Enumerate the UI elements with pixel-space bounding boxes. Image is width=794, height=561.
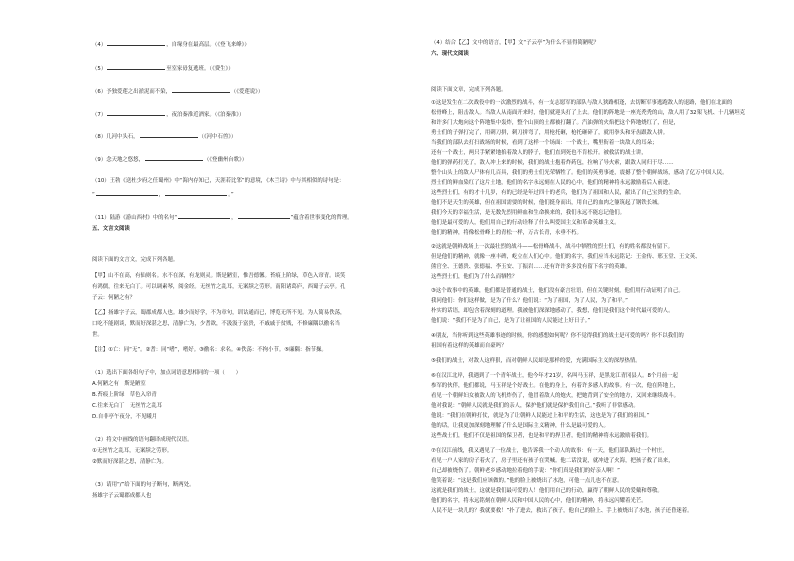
answer-blank[interactable] bbox=[172, 87, 230, 93]
q1-stem: （1）选出下面各组句子中，加点词语意思相同的一项（ ） bbox=[92, 370, 241, 376]
q9-pre: 念天地之悠悠， bbox=[106, 157, 144, 163]
para-1-line: ①这是发生在二次战役中的一次激烈的战斗，有一支志愿军的部队与敌人狭路相逢，去切断军事逃跑敌人的退路，他们在北面的 bbox=[431, 100, 733, 106]
para-1-line: 烈士们的鲜血染红了这片土地，他们的名字永远刻在人民的心中，他们的精神将永远激励着后人前进。 bbox=[431, 180, 674, 186]
para-6-line: 看见一个朝鲜妇女被敌人的飞机炸伤了，他冒着敌人的炮火，把她背到了安全的地方，又回来继续战斗。 bbox=[431, 393, 679, 399]
q6-end: （《爱莲说》） bbox=[230, 89, 264, 95]
jia-text-line3: 子云：何陋之有？ bbox=[92, 295, 136, 301]
answer-blank[interactable] bbox=[165, 190, 227, 196]
para-1-line: 还有一个战士，两只手紧紧地掐着敌人的脖子，他们直到死也不肯松开。被救活的战士讲， bbox=[431, 150, 647, 156]
section-6-title: 六、现代文阅读 bbox=[431, 51, 469, 57]
q3-sentence: 扬雄字子云蜀郡成都人也 bbox=[92, 493, 152, 499]
jia-text-line2: 有鸿儒，往来无白丁。可以调素琴，阅金经。无丝竹之乱耳，无案牍之劳形。南阳诸葛庐，西蜀子云亭。孔 bbox=[92, 284, 346, 290]
para-2-line: 熊官全、王德贵、张德福、李玉安、丁振岩……还有许许多多没有留下名字的英雄。 bbox=[431, 264, 631, 270]
answer-blank[interactable] bbox=[107, 40, 165, 46]
q4-line bbox=[92, 40, 250, 49]
para-1-line: 他们的弹药打光了，敌人冲上来的时候，我们的战士抱着炸药包，拉响了导火索，跟敌人同归于尽…… bbox=[431, 160, 674, 166]
yi-text-line2: 口吃不能剧谈，默而好深湛之思，清静亡为，少耆欲，不汲汲于富贵，不戚戚于贫贱，不修廉隅以徼名当 bbox=[92, 321, 340, 327]
q4-number: （4） bbox=[92, 42, 107, 48]
para-7-line: 人民不是一块儿的？我就要救！”扑了进去，救出了孩子，他自己的脸上、手上被烧出了水泡，孩子还昏迷着。 bbox=[431, 508, 693, 514]
q1-option-b[interactable]: B.苔痕上阶绿 草色入帘青 bbox=[92, 392, 157, 398]
q9-line bbox=[92, 155, 247, 164]
para-6-line: 这些战士们，他们不仅是祖国的保卫者，也是和平的捍卫者，他们的精神将永远激励着我们。 bbox=[431, 433, 653, 439]
section-5-title: 五、文言文阅读 bbox=[92, 226, 130, 232]
reading-intro: 阅读下面文章，完成下列各题。 bbox=[431, 87, 507, 93]
para-1-line: 这些烈士们，有的才十几岁，有的已经是年过四十的老兵，他们为了祖国和人民，献出了自己宝贵的生命。 bbox=[431, 190, 685, 196]
q7-source: ，夜泊秦淮近酒家。（《泊秦淮》） bbox=[166, 112, 245, 118]
para-7-line: 自己却被烧伤了。朝鲜老乡感动地拉着他的手说：“你们真是我们的好亲人啊！” bbox=[431, 468, 620, 474]
q11-line: （11）陆游《游山西村》中的名句“ ， ”蕴含着世事变化的哲理。 bbox=[92, 215, 353, 221]
q8-line bbox=[92, 132, 236, 141]
para-3-line: 他们说：“我们不是为了自己，是为了让祖国的人民能过上好日子。” bbox=[431, 318, 591, 324]
annotation-note: 【注】①亡：同“无”。②耆：同“嗜”，嗜好。③徼名：求名。④佚荡：不拘小节。⑤廉隅：指节操。 bbox=[92, 347, 327, 353]
q1-option-a[interactable]: A.何陋之有 斯是陋室 bbox=[92, 381, 146, 387]
q1-option-c[interactable]: C.往来无白丁 无丝竹之乱耳 bbox=[92, 403, 163, 409]
q10-blanks: “ ， 。” bbox=[92, 192, 234, 198]
para-7-line: 他笑着说：“这是我们应该做的。”他的脸上被烧出了水泡，可他一点儿也不在意。 bbox=[431, 478, 623, 484]
para-1-line: 和许多门大炮向这个阵地集中轰炸，整个山顶的土都被打翻了。汽油弹的火焰把这个阵地烧红了，但是， bbox=[431, 120, 679, 126]
q2-item-1: ①无丝竹之乱耳，无案牍之劳形。 bbox=[92, 448, 173, 454]
q5-source: 至室家毋复逃班。（《费生》） bbox=[166, 66, 234, 72]
q7-number: （7） bbox=[92, 112, 107, 118]
q8-end: （《河中石兽》） bbox=[198, 134, 237, 140]
q6-line bbox=[92, 87, 263, 96]
q6-source: 予独爱莲之出淤泥而不染， bbox=[106, 89, 171, 95]
q5-line bbox=[92, 64, 234, 73]
q10-line: （10）王勃《送杜少府之任蜀州》中“海内存知己，天涯若比邻”的意境，《木兰诗》中与其相似的诗句是： bbox=[92, 178, 345, 184]
q3-stem: （3）请用“/”给下面的句子断句，断两处。 bbox=[92, 482, 195, 488]
para-1-line: 整个山头上的敌人尸体有几百具，我们的勇士们光荣牺牲了。他们的英勇事迹，震撼了整个朝鲜战场，感动了亿万中国人民。 bbox=[431, 170, 728, 176]
para-7-line: ⑦在汉江前线，我又遇见了一位战士，他告诉我一个动人的故事：有一天，他们部队路过一个村庄， bbox=[431, 448, 668, 454]
para-1-line: 他们不是天生的英雄，但在祖国需要的时候，他们挺身而出，用自己的血肉之躯筑起了钢铁长城。 bbox=[431, 200, 663, 206]
q9-end: （《登幽州台歌》） bbox=[203, 157, 248, 163]
para-1-line: 他们的精神，将像松骨峰上的青松一样，万古长青，永垂不朽。 bbox=[431, 230, 582, 236]
para-6-line: 参军的伙伴，他们都说，马玉祥是个好战士。在他的身上，有着许多感人的故事。有一次，他在阵地上， bbox=[431, 383, 679, 389]
q8-number: （8） bbox=[92, 134, 107, 140]
para-6-line: 他说：“我们在朝鲜打仗，就是为了让朝鲜人民能过上和平的生活，这也是为了我们的祖国。” bbox=[431, 413, 650, 419]
answer-blank[interactable] bbox=[107, 64, 165, 70]
para-2-line: 这些烈士们，他们为了什么而牺牲？ bbox=[431, 274, 518, 280]
q6-number: （6） bbox=[92, 89, 107, 95]
para-3-line: 我问他们：你们这样做，是为了什么？他们说：“为了祖国，为了人民，为了和平。” bbox=[431, 298, 628, 304]
para-6-line: 他的话，让我更加深刻地理解了什么是国际主义精神，什么是最可爱的人。 bbox=[431, 423, 609, 429]
answer-blank[interactable] bbox=[238, 213, 290, 219]
para-1-line: 我们今天的幸福生活，是无数先烈用鲜血和生命换来的，我们永远不能忘记他们。 bbox=[431, 210, 626, 216]
answer-blank[interactable] bbox=[140, 132, 198, 138]
para-3-line: ③这个故事中的英雄，他们都是普通的战士，他们没有豪言壮语，但在关键时刻，他们用行动证明了自己。 bbox=[431, 288, 684, 294]
q9-number: （9） bbox=[92, 157, 107, 163]
q5-number: （5） bbox=[92, 66, 107, 72]
yi-text-line3: 世。 bbox=[92, 332, 103, 338]
para-1-line: 勇士们的子弹打完了，用刺刀拼，刺刀拼弯了，用枪托砸，枪托砸碎了，就用拳头和牙齿跟敌人拼。 bbox=[431, 130, 669, 136]
para-6-line: ⑥在汉江北岸，我遇到了一个青年战士，他今年才21岁，名叫马玉祥，是黑龙江青冈县人。8个月前一起 bbox=[431, 373, 678, 379]
answer-blank[interactable] bbox=[107, 110, 165, 116]
para-7-line: 这就是我们的战士，这就是我们最可爱的人！他们用自己的行动，赢得了朝鲜人民的爱戴和尊敬。 bbox=[431, 488, 663, 494]
para-7-line: 看见一户人家的房子着火了，房子里还有孩子在哭喊。他二话没说，就冲进了火海，把孩子救了出来， bbox=[431, 458, 674, 464]
para-4-line: 祖国有着这样的英雄而自豪吗？ bbox=[431, 343, 507, 349]
para-5-line: ⑤我们的战士，对敌人这样狠，而对朝鲜人民却是那样的爱，充满国际主义的深厚热情。 bbox=[431, 358, 641, 364]
para-2-line: ②这就是朝鲜战场上一次最壮烈的战斗——松骨峰战斗，战斗中牺牲的烈士们，有的姓名都没有留下。 bbox=[431, 244, 674, 250]
q4-source: ，自缘身在最高层。（《登飞来峰》） bbox=[166, 42, 250, 48]
para-2-line: 但是他们的精神，就像一座丰碑，屹立在人们心中。他们的名字，我们应当永远铭记：王金传、邢玉堂、王文英、 bbox=[431, 254, 701, 260]
jia-text-line1: 【甲】山不在高，有仙则名。水不在深，有龙则灵。斯是陋室，惟吾德馨。苔痕上阶绿，草色入帘青。谈笑 bbox=[92, 273, 346, 279]
para-3-line: 朴实的话语，却包含着深刻的道理。我被他们深深地感动了，我想，他们是我们这个时代最可爱的人。 bbox=[431, 308, 674, 314]
answer-blank[interactable] bbox=[178, 213, 230, 219]
para-1-line: 松骨峰上，阻击敌人。当敌人从南面开来时，他们就迎头打了上去。他们的阵地是一座光秃秃的山，敌人用了32架飞机、十几辆坦克 bbox=[431, 110, 746, 116]
para-7-line: 他们的名字，将永远铭刻在朝鲜人民和中国人民的心中，他们的精神，将永远闪耀着光芒。 bbox=[431, 498, 647, 504]
q2-item-2: ②默而好深湛之思，清静亡为。 bbox=[92, 459, 167, 465]
para-1-line: 当我们的部队去打扫战场的时候，看到了这样一个场面：一个战士，嘴里衔着一块敌人的耳朵； bbox=[431, 140, 658, 146]
para-6-line: 他对我说：“朝鲜人民就是我们的亲人，保护他们就是保护我们自己。”我听了非常感动。 bbox=[431, 403, 639, 409]
q8-source: 几河中头石， bbox=[106, 134, 139, 140]
answer-blank[interactable] bbox=[96, 190, 158, 196]
para-1-line: 他们是最可爱的人，他们用自己的行动诠释了什么叫爱国主义和革命英雄主义。 bbox=[431, 220, 620, 226]
q7-line bbox=[92, 110, 244, 119]
answer-blank[interactable] bbox=[145, 155, 203, 161]
para-4-line: ④朋友，当你听到这些英雄事迹的时候，你的感想如何呢？你不觉得我们的战士是可爱的吗？你不以我们的 bbox=[431, 333, 684, 339]
q4-stem: （4）结合【乙】文中的语言，【甲】文“子云亭”为什么不显得简陋呢？ bbox=[431, 40, 600, 46]
q2-stem: （2）将文中画线的语句翻译成现代汉语。 bbox=[92, 437, 193, 443]
right-column bbox=[397, 0, 794, 561]
q1-option-d[interactable]: D.自非亭午夜分，不见曦月 bbox=[92, 414, 158, 420]
yi-text-line1: 【乙】扬雄字子云，蜀郡成都人也。雄少而好学，不为章句，训诂通而已，博览无所不见。为人简易佚荡， bbox=[92, 310, 346, 316]
reading-intro: 阅读下面的文言文，完成下列各题。 bbox=[92, 257, 179, 263]
